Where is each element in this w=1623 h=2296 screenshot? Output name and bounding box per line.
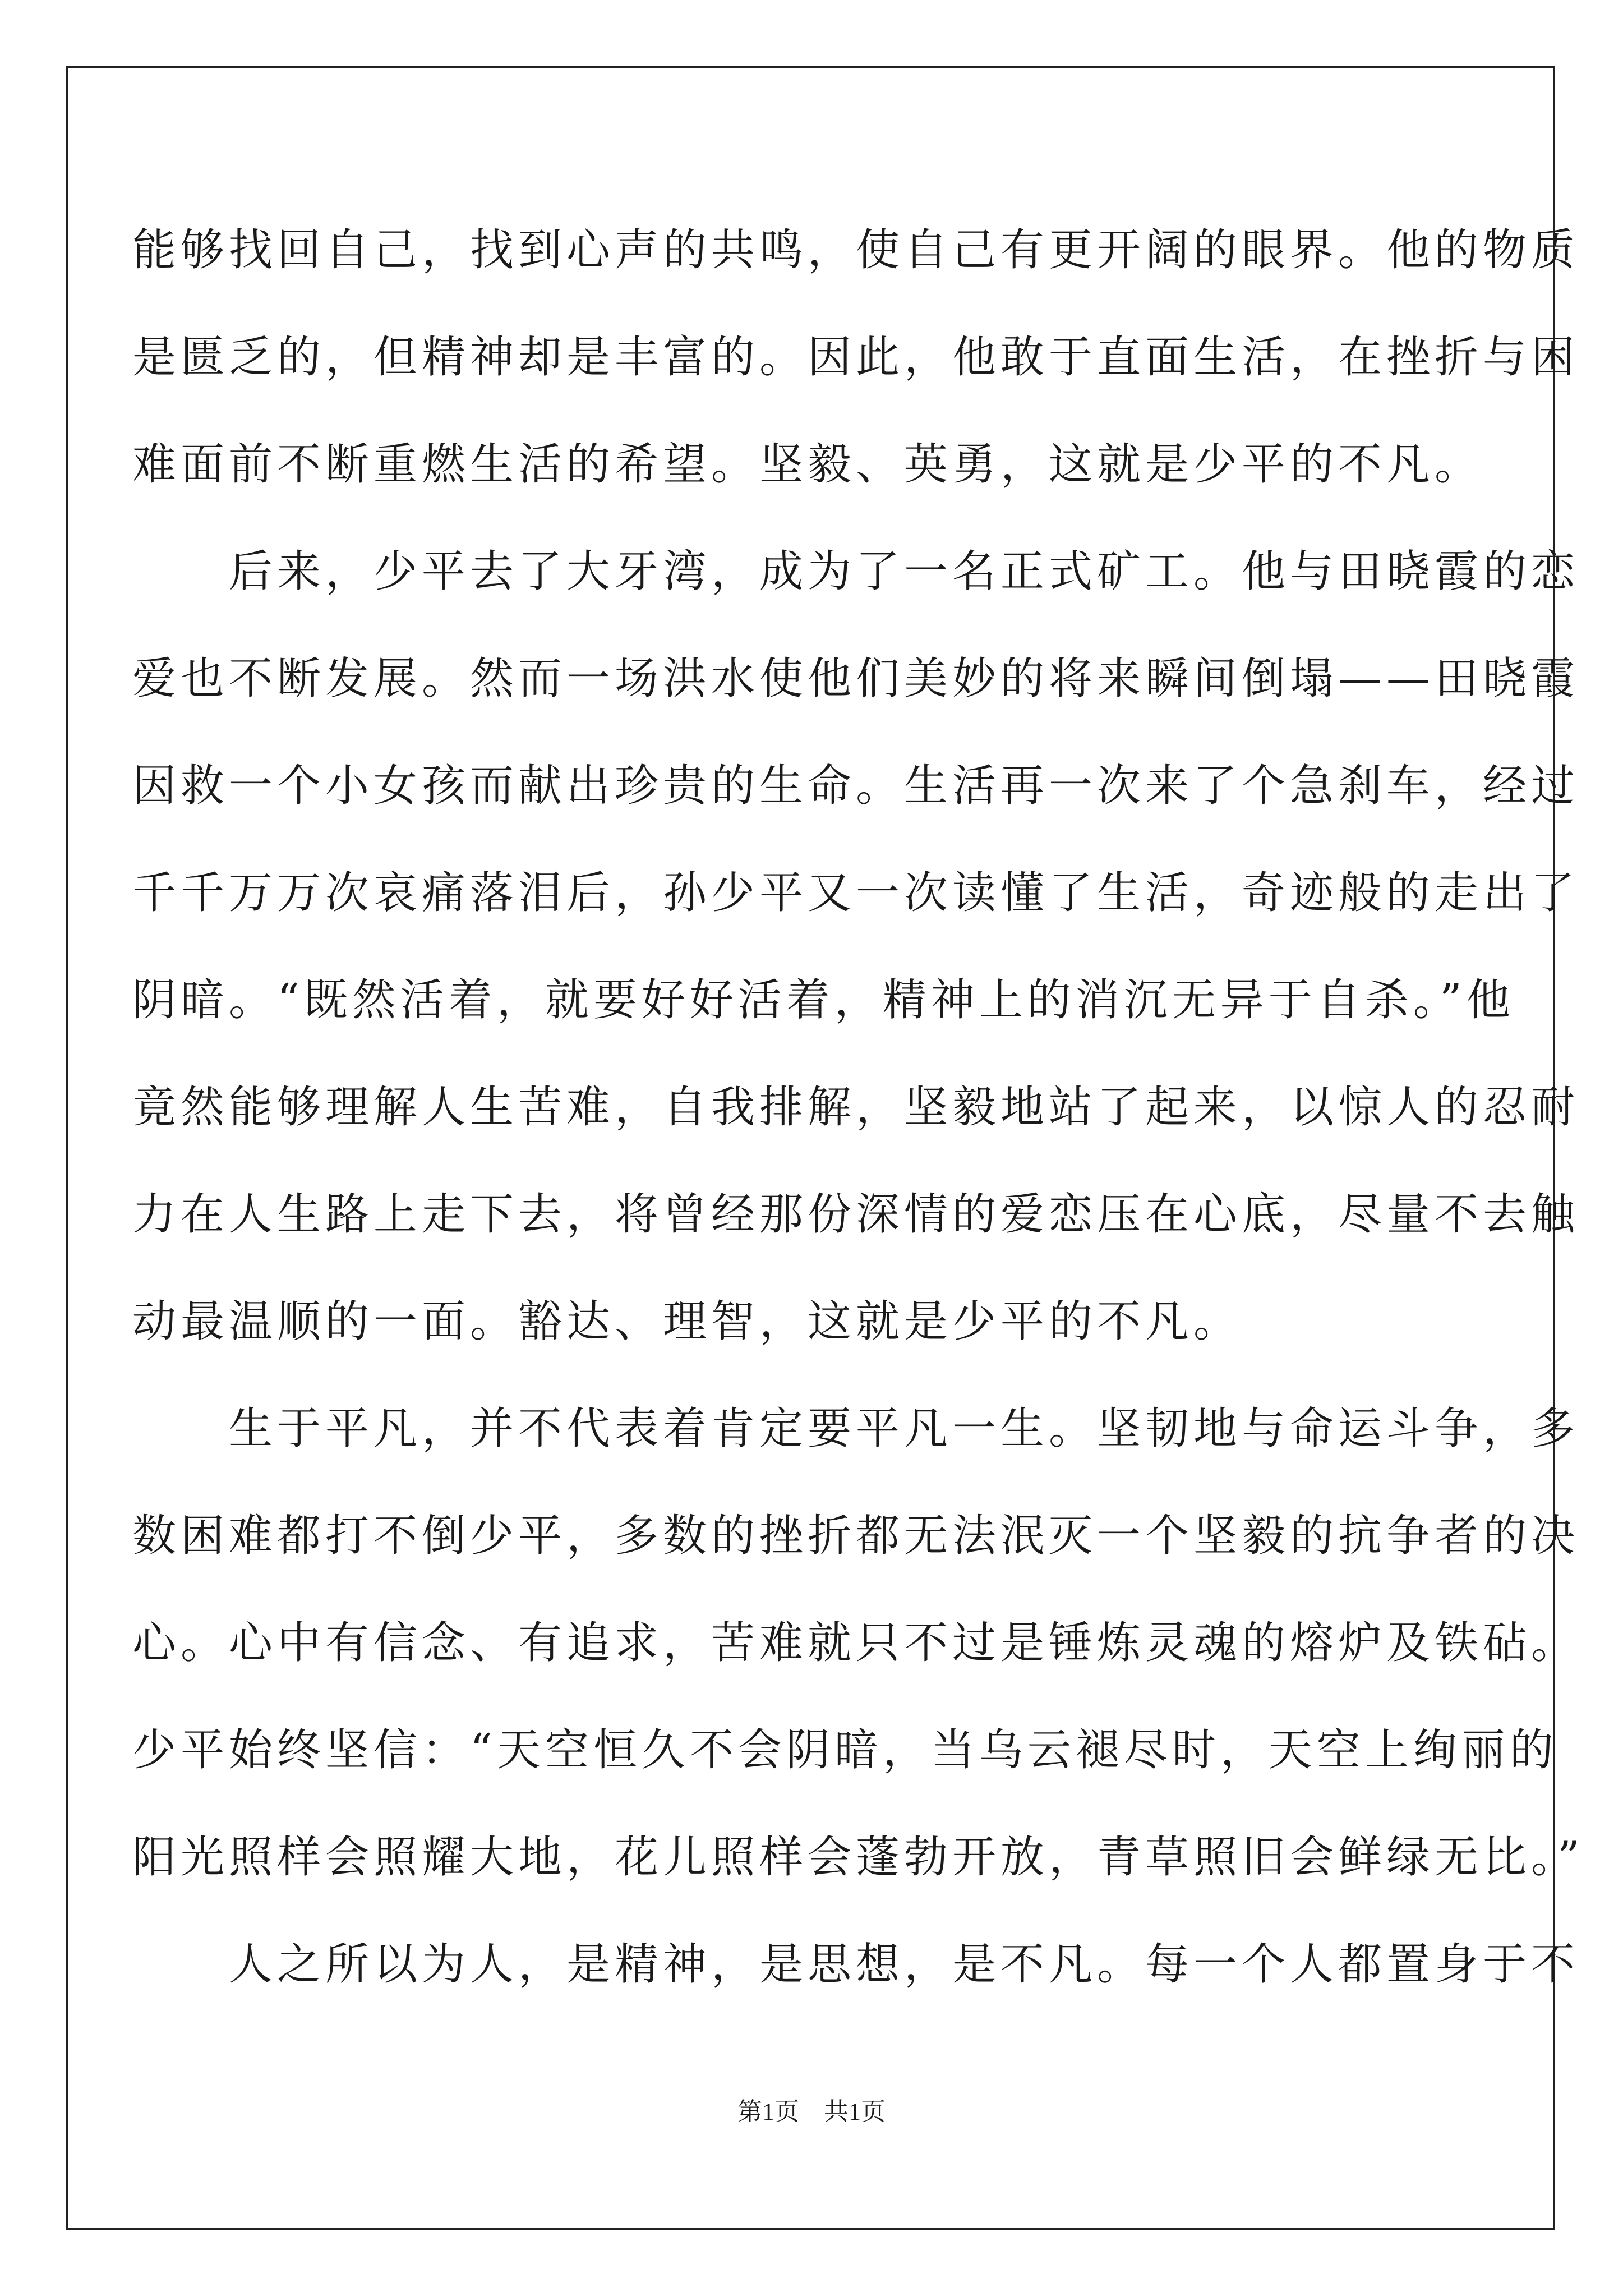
text-line: 阳光照样会照耀大地，花儿照样会蓬勃开放，青草照旧会鲜绿无比。” <box>132 1832 1584 1883</box>
text-line: 力在人生路上走下去，将曾经那份深情的爱恋压在心底，尽量不去触 <box>132 1189 1580 1240</box>
text-line: 人之所以为人，是精神，是思想，是不凡。每一个人都置身于不 <box>132 1939 1580 1990</box>
text-line: 千千万万次哀痛落泪后，孙少平又一次读懂了生活，奇迹般的走出了 <box>132 868 1580 918</box>
text-line: 生于平凡，并不代表着肯定要平凡一生。坚韧地与命运斗争，多 <box>132 1404 1580 1454</box>
text-line: 动最温顺的一面。豁达、理智，这就是少平的不凡。 <box>132 1296 1242 1347</box>
text-line: 数困难都打不倒少平，多数的挫折都无法泯灭一个坚毅的抗争者的决 <box>132 1511 1580 1561</box>
text-line: 阴暗。“既然活着，就要好好活着，精神上的消沉无异于自杀。”他 <box>132 975 1515 1025</box>
text-line: 后来，少平去了大牙湾，成为了一名正式矿工。他与田晓霞的恋 <box>132 546 1580 597</box>
text-line: 心。心中有信念、有追求，苦难就只不过是锤炼灵魂的熔炉及铁砧。 <box>132 1618 1580 1668</box>
page-border <box>66 66 1555 2230</box>
text-line: 难面前不断重燃生活的希望。坚毅、英勇，这就是少平的不凡。 <box>132 439 1483 490</box>
text-line: 竟然能够理解人生苦难，自我排解，坚毅地站了起来，以惊人的忍耐 <box>132 1082 1580 1133</box>
text-line: 爱也不断发展。然而一场洪水使他们美妙的将来瞬间倒塌——田晓霞 <box>132 654 1580 704</box>
page-footer: 第1页 共1页 <box>737 2098 886 2125</box>
text-line: 少平始终坚信：“天空恒久不会阴暗，当乌云褪尽时，天空上绚丽的 <box>132 1725 1558 1775</box>
text-line: 因救一个小女孩而献出珍贵的生命。生活再一次来了个急刹车，经过 <box>132 761 1580 811</box>
text-line: 能够找回自己，找到心声的共鸣，使自己有更开阔的眼界。他的物质 <box>132 225 1580 275</box>
text-line: 是匮乏的，但精神却是丰富的。因此，他敢于直面生活，在挫折与困 <box>132 332 1580 383</box>
